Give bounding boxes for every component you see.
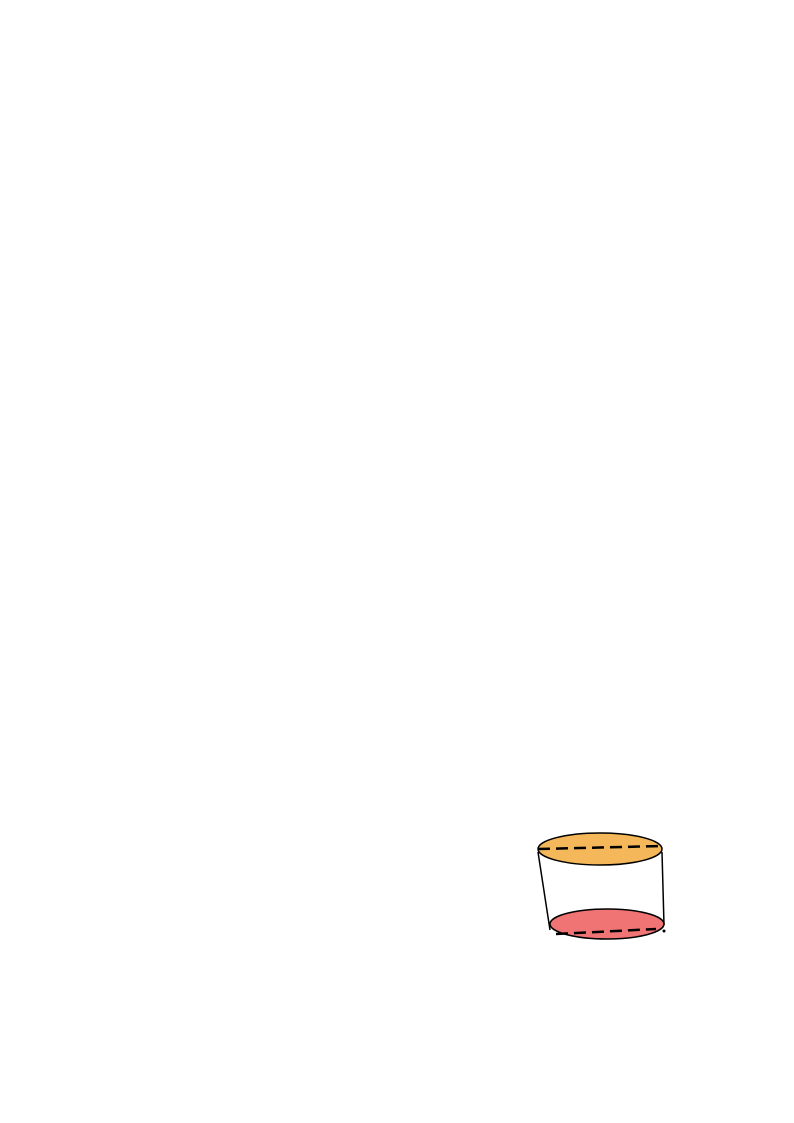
drain-hole-dot xyxy=(663,930,666,933)
pot-left-wall xyxy=(538,852,550,930)
pot-right-wall xyxy=(662,852,664,925)
flower-pot-diagram xyxy=(530,825,710,945)
